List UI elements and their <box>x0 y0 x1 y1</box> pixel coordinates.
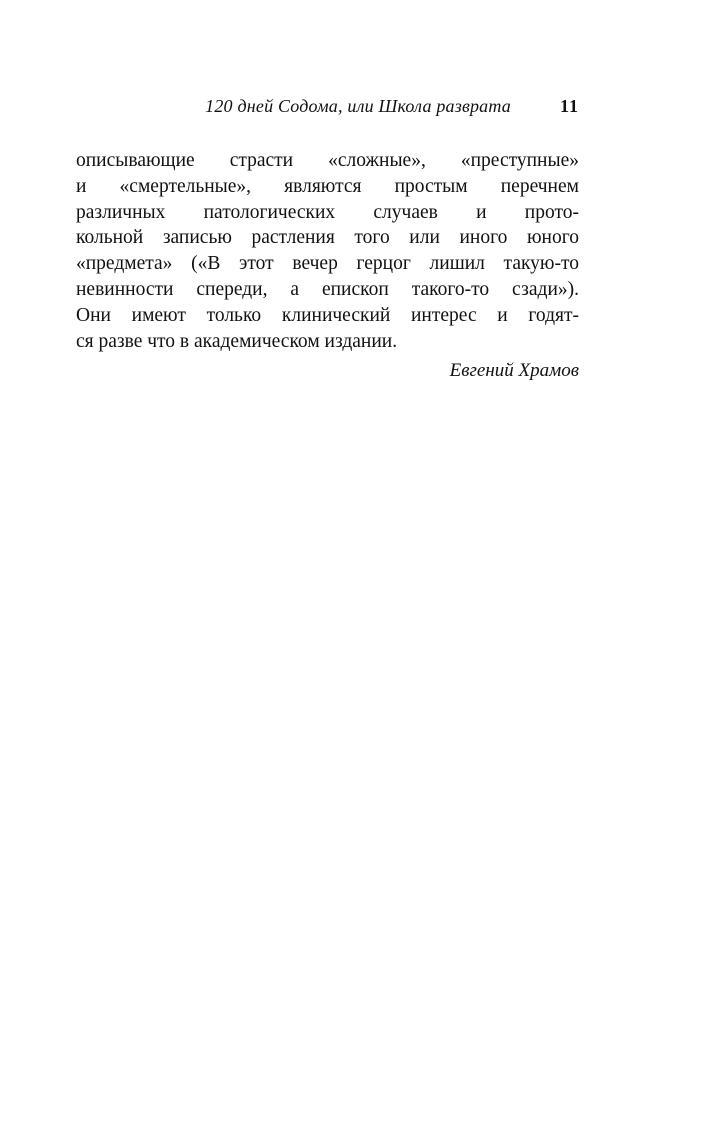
text-line: ся разве что в академическом издании. <box>76 330 398 352</box>
body-paragraph <box>76 148 579 384</box>
text-line: кольной записью растления того или иного юного <box>76 227 579 249</box>
text-line: различных патологических случаев и прото- <box>76 201 579 223</box>
text-line: Они имеют только клинический интерес и годят- <box>76 304 579 326</box>
text-line: «предмета» («В этот вечер герцог лишил такую-то <box>76 253 579 275</box>
text-line: описывающие страсти «сложные», «преступные» <box>76 150 579 171</box>
running-title: 120 дней Содома, или Школа разврата <box>205 96 511 116</box>
running-header <box>76 96 579 122</box>
page-number: 11 <box>559 96 579 116</box>
text-line: невинности спереди, а епископ такого-то сзади»). <box>76 278 579 300</box>
author-signature: Евгений Храмов <box>449 360 579 382</box>
text-line: и «смертельные», являются простым перечнем <box>76 175 579 197</box>
